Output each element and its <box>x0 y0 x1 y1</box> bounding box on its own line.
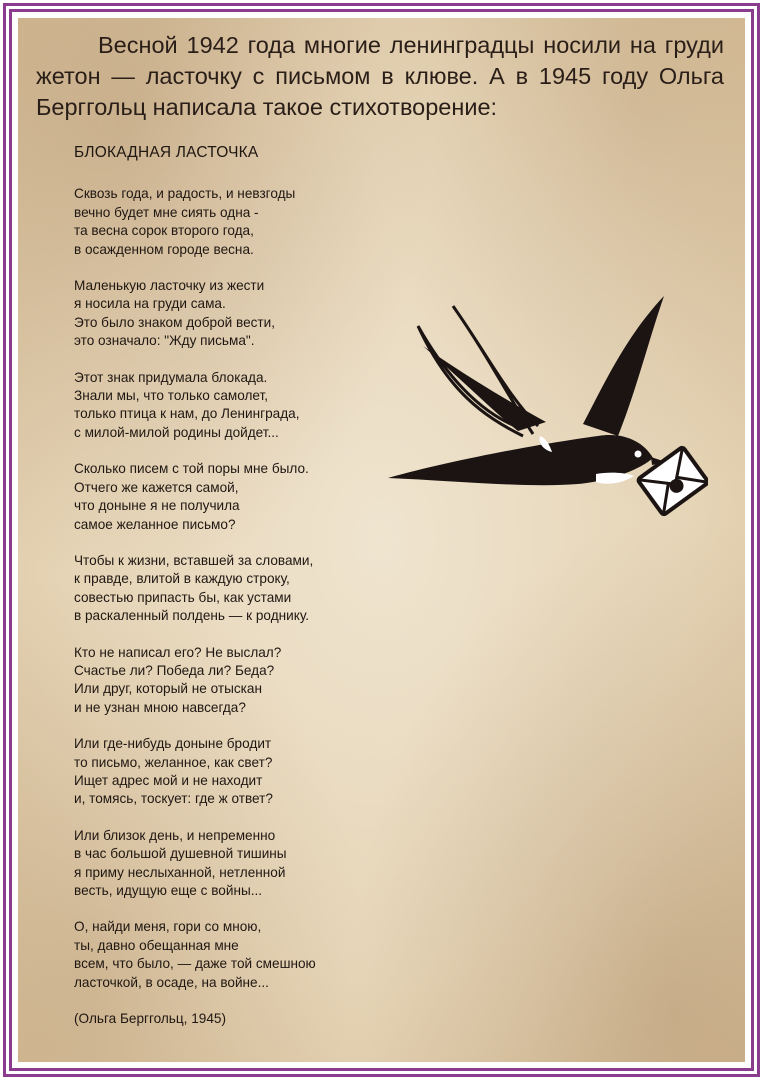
poem-line: та весна сорок второго года, <box>74 223 254 239</box>
poem-line: и, томясь, тоскует: где ж ответ? <box>74 791 273 807</box>
poem-line: Кто не написал его? Не выслал? <box>74 644 282 660</box>
poem-line: в раскаленный полдень — к роднику. <box>74 608 310 624</box>
poem-line: я приму неслыханной, нетленной <box>74 864 286 880</box>
poem-line: Или близок день, и непременно <box>74 827 276 843</box>
poem-line: всем, что было, — даже той смешною <box>74 956 316 972</box>
stanza <box>74 552 394 626</box>
poem-line: Чтобы к жизни, вставшей за словами, <box>74 552 314 568</box>
poem-line: Маленькую ласточку из жести <box>74 278 265 294</box>
poem-line: ты, давно обещанная мне <box>74 937 239 953</box>
poem-line: Этот знак придумала блокада. <box>74 369 268 385</box>
stanza <box>74 918 394 992</box>
stanza <box>74 277 394 351</box>
poem-line: то письмо, желанное, как свет? <box>74 754 273 770</box>
poem-line: О, найди меня, гори со мною, <box>74 919 262 935</box>
stanza <box>74 369 394 443</box>
stanza <box>74 827 394 901</box>
poem-title: БЛОКАДНАЯ ЛАСТОЧКА <box>74 144 259 161</box>
stanza <box>74 185 394 259</box>
swallow-with-letter-icon <box>368 276 708 526</box>
intro-paragraph <box>36 30 724 123</box>
poem-line: вечно будет мне сиять одна - <box>74 204 259 220</box>
poem-line: весть, идущую еще с войны... <box>74 883 263 898</box>
poem-line: Или где-нибудь доныне бродит <box>74 736 272 752</box>
parchment-page <box>18 18 745 1062</box>
poem-line: в осажденном городе весна. <box>74 241 254 257</box>
poem-line: Или друг, который не отыскан <box>74 681 262 697</box>
poem-line: Ищет адрес мой и не находит <box>74 772 263 788</box>
poem-line: только птица к нам, до Ленинграда, <box>74 406 300 422</box>
poem-line: я носила на груди сама. <box>74 296 226 312</box>
poem <box>74 144 394 1028</box>
stanza <box>74 460 394 534</box>
intro-text: Весной 1942 года многие ленинградцы носили на груди жетон — ласточку с письмом в клюве. А в 1945 году Ольга Берггольц написала такое стихотворение: <box>36 32 724 120</box>
poem-line: Счастье ли? Победа ли? Беда? <box>74 662 275 678</box>
poem-line: совестью припасть бы, как устами <box>74 589 292 605</box>
poem-line: это означало: "Жду письма". <box>74 333 255 349</box>
poem-line: ласточкой, в осаде, на войне... <box>74 974 269 990</box>
swallow-eye <box>635 451 642 458</box>
swallow-back-wing <box>423 346 546 431</box>
poem-line: Знали мы, что только самолет, <box>74 388 269 404</box>
poem-line: Сквозь года, и радость, и невзгоды <box>74 186 296 202</box>
poem-signature: (Ольга Берггольц, 1945) <box>74 1011 226 1027</box>
poem-line: что доныне я не получила <box>74 498 240 514</box>
stanza <box>74 735 394 809</box>
swallow-upper-wing <box>583 296 664 436</box>
poem-line: Отчего же кажется самой, <box>74 479 239 495</box>
poem-line: в час большой душевной тишины <box>74 846 287 862</box>
swallow-belly <box>596 473 634 484</box>
poem-line: к правде, влитой в каждую строку, <box>74 571 290 587</box>
poem-line: и не узнан мною навсегда? <box>74 699 246 715</box>
stanza <box>74 644 394 718</box>
poem-line: Это было знаком доброй вести, <box>74 314 276 330</box>
poem-line: с милой-милой родины дойдет... <box>74 424 279 440</box>
poem-line: Сколько писем с той поры мне было. <box>74 461 309 477</box>
poem-line: самое желанное письмо? <box>74 516 236 532</box>
